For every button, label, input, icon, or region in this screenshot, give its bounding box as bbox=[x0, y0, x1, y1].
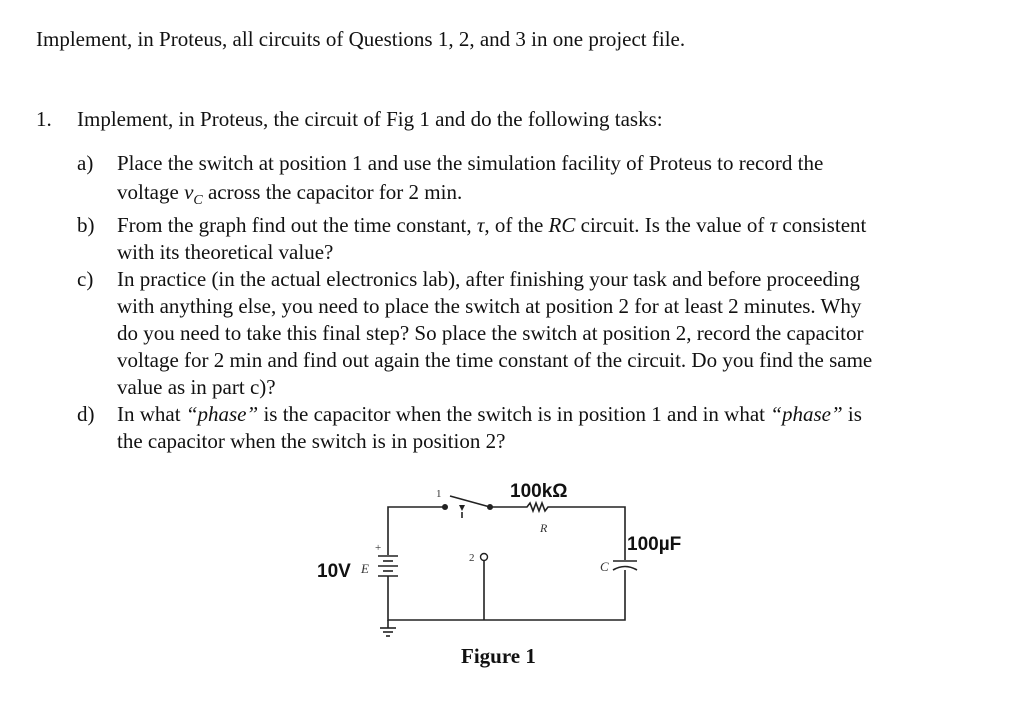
part-d-line-1: In what “phase” is the capacitor when the switch is in position 1 and in what “phase” is bbox=[117, 402, 862, 426]
part-b-label: b) bbox=[77, 213, 95, 237]
switch-common bbox=[487, 504, 493, 510]
capacitor-plate-bottom bbox=[613, 567, 637, 571]
instruction-text: Implement, in Proteus, all circuits of Questions 1, 2, and 3 in one project file. bbox=[36, 27, 686, 51]
wire-bottom bbox=[388, 570, 625, 620]
part-b-line-2: with its theoretical value? bbox=[117, 240, 334, 264]
switch-pos2-terminal bbox=[481, 554, 488, 561]
switch-arrow-icon bbox=[459, 505, 465, 511]
part-a-line-1: Place the switch at position 1 and use the simulation facility of Proteus to record the bbox=[117, 151, 824, 175]
source-value: 10V bbox=[317, 561, 351, 582]
vc-variable: v bbox=[184, 180, 194, 204]
resistor-label: R bbox=[540, 521, 548, 535]
source-label: E bbox=[361, 561, 369, 576]
part-c-label: c) bbox=[77, 267, 94, 291]
part-b-line-1: From the graph find out the time constant, τ, of the RC circuit. Is the value of τ consistent bbox=[117, 213, 867, 237]
source-plus-label: + bbox=[375, 542, 382, 554]
part-a-line-2: voltage $v_C$ across the capacitor for 2 min. bbox=[117, 180, 463, 209]
resistor-value: 100kΩ bbox=[510, 481, 568, 502]
part-d-label: d) bbox=[77, 402, 95, 426]
switch-terminal bbox=[442, 504, 448, 510]
switch-blade bbox=[450, 496, 490, 507]
part-d-line-2: the capacitor when the switch is in position 2? bbox=[117, 429, 506, 453]
question-text: Implement, in Proteus, the circuit of Fig 1 and do the following tasks: bbox=[77, 107, 663, 131]
part-c-line-2: with anything else, you need to place the switch at position 2 for at least 2 minutes. Why bbox=[117, 294, 862, 318]
capacitor-label: C bbox=[600, 559, 609, 574]
figure-caption: Figure 1 bbox=[461, 644, 536, 668]
part-c-line-3: do you need to take this final step? So place the switch at position 2, record the capacitor bbox=[117, 321, 864, 345]
question-number: 1. bbox=[36, 107, 52, 131]
capacitor-value: 100µF bbox=[627, 534, 682, 555]
resistor-wire bbox=[490, 503, 625, 560]
part-c-line-4: voltage for 2 min and find out again the time constant of the circuit. Do you find the same bbox=[117, 348, 873, 372]
part-c-line-1: In practice (in the actual electronics lab), after finishing your task and before proceeding bbox=[117, 267, 860, 291]
switch-pos2-label: 2 bbox=[469, 552, 475, 564]
wire-top-left bbox=[388, 507, 445, 555]
switch-pos1-label: 1 bbox=[436, 488, 442, 500]
part-c-line-5: value as in part c)? bbox=[117, 375, 276, 399]
part-a-label: a) bbox=[77, 151, 94, 175]
